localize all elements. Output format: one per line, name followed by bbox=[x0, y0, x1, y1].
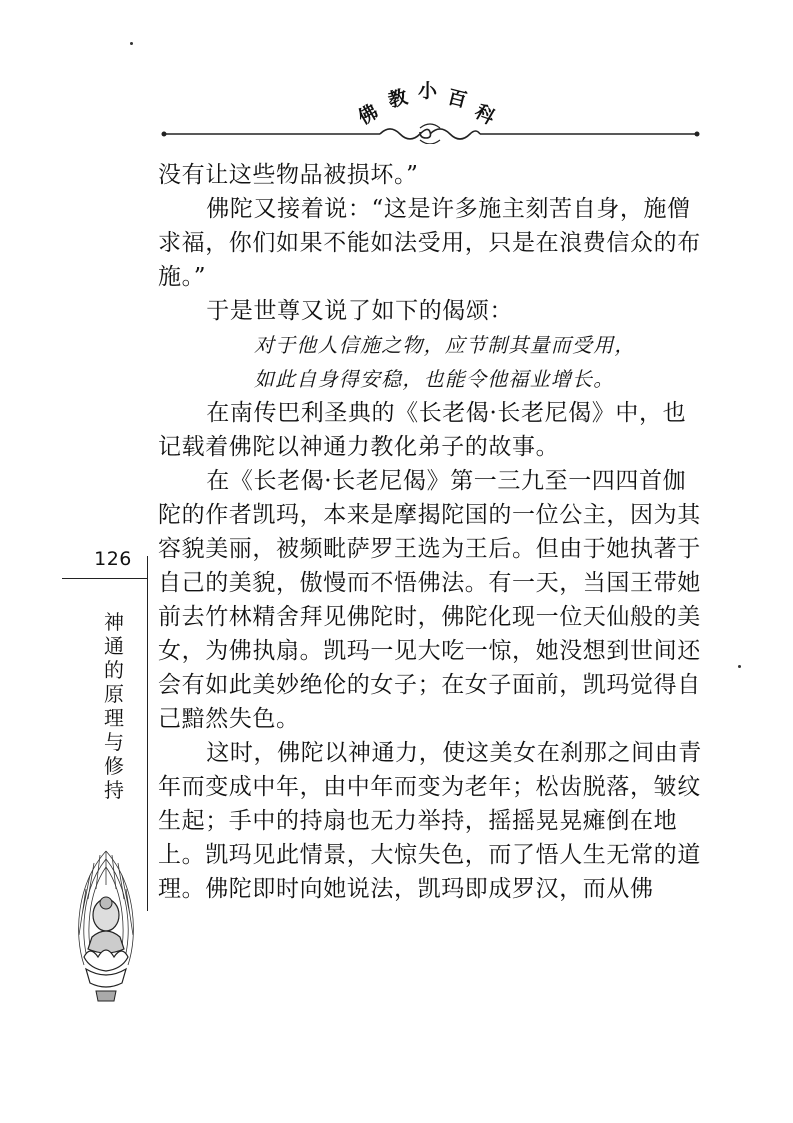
gatha-verse bbox=[158, 328, 706, 396]
margin-rule-horizontal bbox=[62, 578, 148, 579]
paragraph: 这时，佛陀以神通力，使这美女在刹那之间由青年而变成中年，由中年而变为老年；松齿脱落，皱纹生起；手中的持扇也无力举持，摇摇晃晃瘫倒在地上。凯玛见此情景，大惊失色，而了悟人生无常的道理。佛陀即时向她说法，凯玛即成罗汉，而从佛 bbox=[158, 740, 702, 902]
chapter-title-char: 原 bbox=[104, 682, 124, 706]
margin-rule-vertical bbox=[147, 556, 148, 911]
header-char: 小 bbox=[418, 80, 438, 102]
header-char: 教 bbox=[385, 85, 410, 112]
chapter-title-char: 与 bbox=[104, 730, 124, 754]
paragraph: 在南传巴利圣典的《长老偈·长老尼偈》中，也记载着佛陀以神通力教化弟子的故事。 bbox=[158, 400, 687, 460]
running-header-title bbox=[352, 72, 502, 130]
paragraph: 在《长老偈·长老尼偈》第一三九至一四四首伽陀的作者凯玛，本来是摩揭陀国的一位公主，因为其容貌美丽，被频毗萨罗王选为王后。但由于她执著于自己的美貌，傲慢而不悟佛法。有一天，当国王带她前去竹林精舍拜见佛陀时，佛陀化现一位天仙般的美女，为佛执扇。凯玛一见大吃一惊，她没想到世间还会有如此美妙绝伦的女子；在女子面前，凯玛觉得自己黯然失色。 bbox=[158, 468, 701, 732]
chapter-title-char: 理 bbox=[104, 706, 124, 730]
chapter-title-char: 的 bbox=[104, 658, 124, 682]
chapter-title-vertical bbox=[100, 610, 128, 802]
scan-speck bbox=[738, 665, 741, 668]
chapter-title-char: 持 bbox=[104, 778, 124, 802]
chapter-title-char: 神 bbox=[104, 610, 124, 634]
page-number: 126 bbox=[94, 548, 132, 570]
paragraph: 佛陀又接着说：“这是许多施主刻苦自身，施僧求福，你们如果不能如法受用，只是在浪费信众的布施。” bbox=[158, 196, 701, 290]
chapter-title-char: 通 bbox=[104, 634, 124, 658]
buddha-icon bbox=[70, 845, 142, 1010]
gatha-line: 如此自身得安稳，也能令他福业增长。 bbox=[254, 367, 615, 391]
chapter-title-char: 修 bbox=[104, 754, 124, 778]
header-ornament-rule bbox=[158, 120, 703, 144]
main-text-body bbox=[158, 158, 706, 906]
paragraph: 没有让这些物品被损坏。” bbox=[158, 162, 419, 188]
gatha-line: 对于他人信施之物，应节制其量而受用， bbox=[254, 333, 636, 357]
paragraph: 于是世尊又说了如下的偈颂： bbox=[206, 298, 514, 324]
header-char: 佛 bbox=[354, 100, 382, 130]
header-char: 科 bbox=[471, 100, 499, 130]
header-char: 百 bbox=[445, 85, 470, 112]
scan-speck bbox=[130, 42, 133, 45]
